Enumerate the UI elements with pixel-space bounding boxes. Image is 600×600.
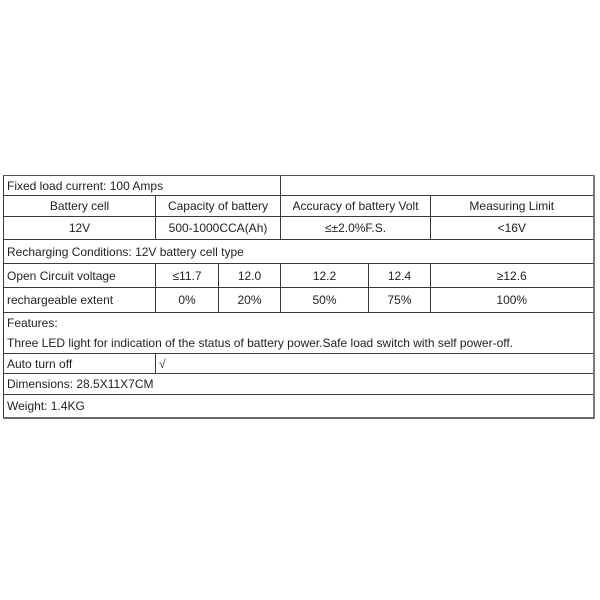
- weight-row: [4, 395, 594, 419]
- ocv-value: 12.4: [369, 264, 431, 288]
- extent-value: 75%: [369, 288, 431, 313]
- value-battery-cell: 12V: [4, 217, 156, 240]
- weight-cell: Weight: 1.4KG: [4, 395, 594, 419]
- value-accuracy: ≤±2.0%F.S.: [281, 217, 431, 240]
- ocv-value: ≤11.7: [156, 264, 219, 288]
- auto-turn-off-value: [156, 354, 594, 374]
- header-row: [4, 196, 594, 217]
- value-measuring-limit: <16V: [431, 217, 594, 240]
- empty-cell: [281, 176, 594, 196]
- recharging-conditions: Recharging Conditions: 12V battery cell type: [4, 240, 594, 264]
- header-battery-cell: Battery cell: [4, 196, 156, 217]
- extent-value: 100%: [431, 288, 594, 313]
- features-text: Three LED light for indication of the status of battery power.Safe load switch with self power-off.: [7, 336, 514, 350]
- header-accuracy: Accuracy of battery Volt: [281, 196, 431, 217]
- ocv-value: 12.2: [281, 264, 369, 288]
- ocv-value: 12.0: [219, 264, 281, 288]
- auto-turn-off-label: Auto turn off: [4, 354, 156, 374]
- open-circuit-row: [4, 264, 594, 288]
- open-circuit-label: Open Circuit voltage: [4, 264, 156, 288]
- value-capacity: 500-1000CCA(Ah): [156, 217, 281, 240]
- fixed-load-cell: Fixed load current: 100 Amps: [4, 176, 281, 196]
- dimensions-row: [4, 374, 594, 395]
- features-label: Features:: [7, 316, 58, 330]
- features-row: [4, 313, 594, 354]
- ocv-value: ≥12.6: [431, 264, 594, 288]
- fixed-load-row: [4, 176, 594, 196]
- rechargeable-extent-label: rechargeable extent: [4, 288, 156, 313]
- dimensions-cell: Dimensions: 28.5X11X7CM: [4, 374, 594, 395]
- header-capacity: Capacity of battery: [156, 196, 281, 217]
- extent-value: 50%: [281, 288, 369, 313]
- extent-value: 0%: [156, 288, 219, 313]
- rechargeable-extent-row: [4, 288, 594, 313]
- spec-table: [3, 175, 595, 419]
- auto-turn-off-row: [4, 354, 594, 374]
- header-measuring-limit: Measuring Limit: [431, 196, 594, 217]
- extent-value: 20%: [219, 288, 281, 313]
- features-cell: [4, 313, 594, 354]
- recharging-conditions-row: [4, 240, 594, 264]
- values-row: [4, 217, 594, 240]
- checkmark-icon: √: [159, 356, 166, 371]
